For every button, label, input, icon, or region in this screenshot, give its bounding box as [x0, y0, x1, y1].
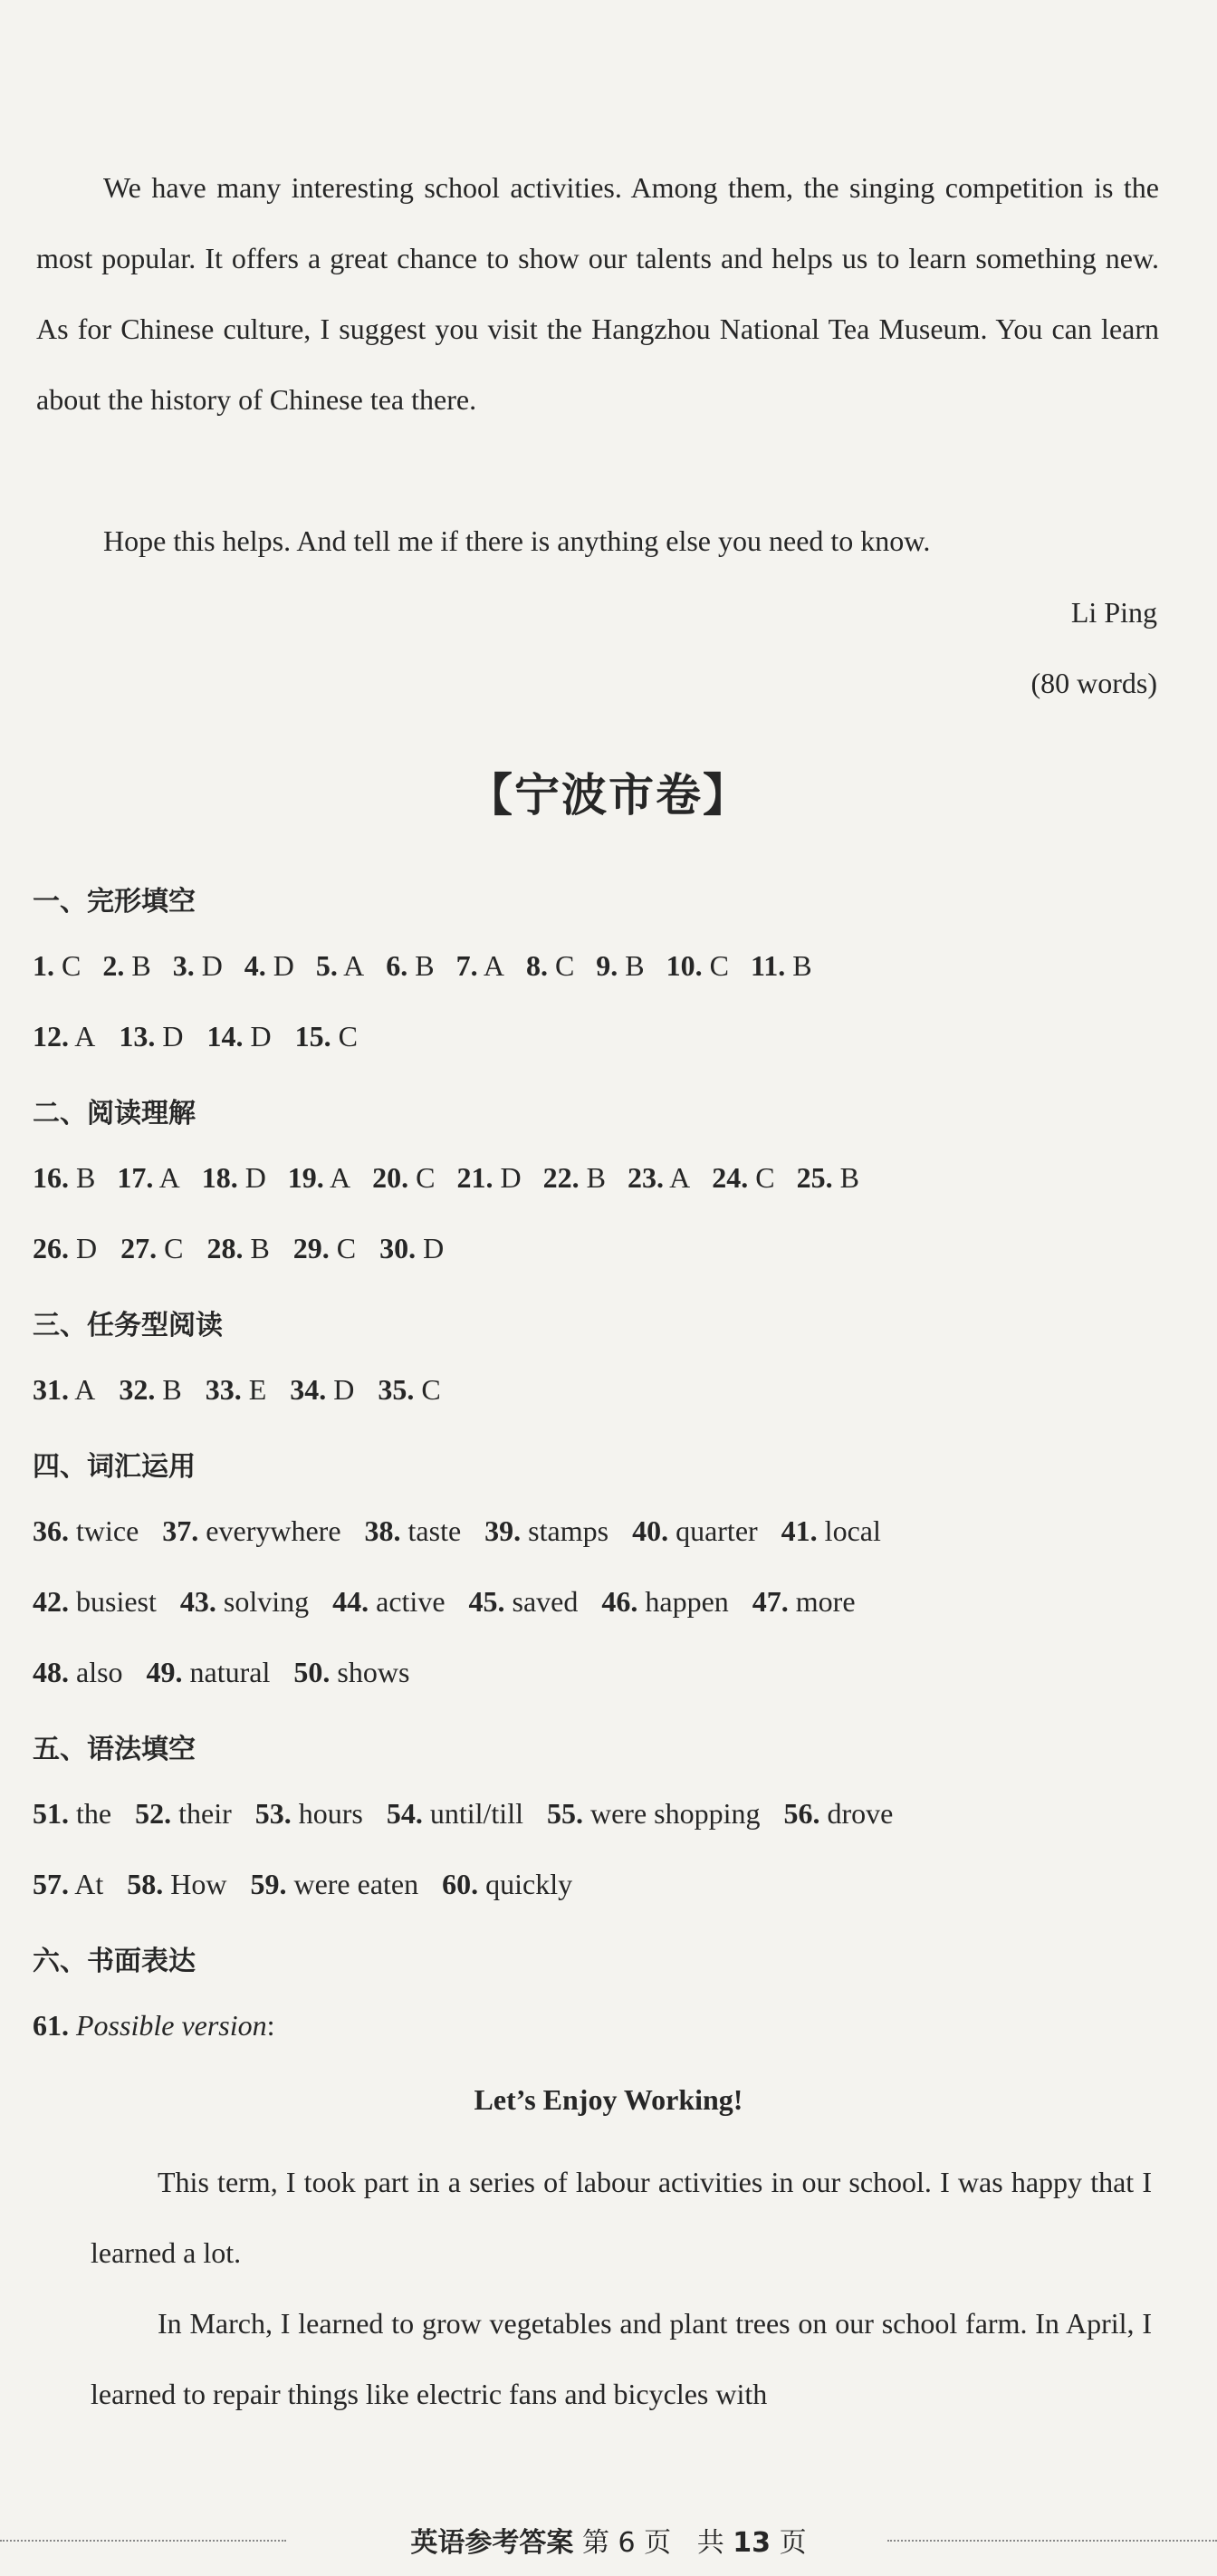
answer: B	[625, 949, 645, 982]
question-number: 53.	[254, 1797, 292, 1830]
answer: D	[201, 949, 223, 982]
section-heading-cloze: 一、完形填空	[33, 886, 196, 918]
question-number: 41.	[781, 1514, 818, 1547]
answer-row	[33, 1161, 881, 1195]
question-number: 42.	[33, 1585, 69, 1618]
answer: D	[250, 1020, 272, 1053]
answer-item	[33, 1797, 111, 1831]
answer-row	[33, 1514, 905, 1548]
answer: C	[62, 949, 81, 982]
answer-item	[372, 1161, 435, 1195]
answer-item	[255, 1797, 363, 1831]
answer-item	[469, 1585, 579, 1619]
question-number: 29.	[292, 1232, 330, 1264]
question-number: 52.	[135, 1797, 172, 1830]
answer: E	[248, 1373, 267, 1406]
question-number: 34.	[290, 1373, 327, 1406]
answer: also	[76, 1656, 123, 1688]
answer-row	[33, 1020, 381, 1053]
question-number: 32.	[119, 1373, 156, 1406]
essay-title: Let’s Enjoy Working!	[474, 2083, 743, 2116]
question-number: 28.	[206, 1232, 244, 1264]
letter-paragraph-2: Hope this helps. And tell me if there is anything else you need to know.	[103, 524, 931, 557]
question-number: 11.	[750, 949, 786, 982]
answer-item	[33, 1161, 95, 1195]
question-number: 30.	[379, 1232, 417, 1264]
colon: :	[266, 2009, 275, 2042]
answer-item	[33, 1585, 157, 1619]
question-number: 51.	[33, 1797, 69, 1830]
answer-item	[33, 1868, 103, 1901]
signature: Li Ping	[1070, 596, 1157, 629]
answer-item	[147, 1656, 271, 1689]
question-number: 54.	[386, 1797, 423, 1830]
page-footer	[0, 2520, 1217, 2559]
answer-row	[33, 1373, 465, 1407]
answer: D	[76, 1232, 98, 1264]
answer: taste	[407, 1514, 462, 1547]
question-number: 18.	[201, 1161, 238, 1194]
answer-item	[206, 1020, 271, 1053]
question-number: 56.	[783, 1797, 820, 1830]
question-number: 37.	[162, 1514, 199, 1547]
answer: C	[336, 1232, 357, 1264]
answer-item	[456, 949, 504, 983]
section-heading-grammar: 五、语法填空	[33, 1734, 196, 1765]
answer-row	[33, 1585, 879, 1619]
answer-item	[332, 1585, 445, 1619]
question-number: 1.	[33, 949, 54, 982]
answer: more	[795, 1585, 856, 1618]
answer: natural	[189, 1656, 271, 1688]
question-number: 58.	[127, 1868, 164, 1900]
answer-item	[378, 1373, 440, 1407]
question-number: 24.	[712, 1161, 749, 1194]
answer: C	[338, 1020, 358, 1053]
answer-row	[33, 1656, 433, 1689]
answer: local	[824, 1514, 881, 1547]
answer-item	[666, 949, 729, 983]
question-number: 10.	[666, 949, 703, 982]
answer-item	[386, 949, 434, 983]
essay-paragraph-2: In March, I learned to grow vegetables and plant trees on our school farm. In April, I learned to repair things like electric fans and bicycles with	[91, 2307, 1152, 2410]
question-number: 25.	[796, 1161, 833, 1194]
answer: quickly	[485, 1868, 573, 1900]
question-number: 31.	[33, 1373, 69, 1406]
answer: D	[333, 1373, 355, 1406]
answer-item	[387, 1797, 523, 1831]
answer-item	[127, 1868, 226, 1901]
answer: were eaten	[293, 1868, 419, 1900]
answer-row	[33, 1868, 596, 1901]
question-number: 47.	[752, 1585, 789, 1618]
question-number: 55.	[546, 1797, 583, 1830]
answer-item	[596, 949, 644, 983]
question-number: 57.	[33, 1868, 69, 1900]
letter-paragraph-1: We have many interesting school activities. Among them, the singing competition is the most popular. It offers a great chance to show our talents and helps us to learn something new. As for Chinese culture, I suggest you visit the Hangzhou National Tea Museum. You can learn about the history of Chinese tea there.	[36, 171, 1159, 416]
answer-item	[293, 1232, 356, 1265]
question-number: 44.	[332, 1585, 369, 1618]
answer: B	[792, 949, 812, 982]
answer: B	[839, 1161, 859, 1194]
answer-item	[135, 1797, 232, 1831]
question-number: 2.	[102, 949, 125, 982]
answer-item	[543, 1161, 606, 1195]
answer-row	[33, 949, 834, 983]
question-number: 16.	[33, 1161, 69, 1194]
answer: C	[554, 949, 575, 982]
answer: B	[131, 949, 151, 982]
answer: B	[415, 949, 435, 982]
question-number: 4.	[244, 949, 266, 982]
answer: active	[376, 1585, 446, 1618]
answer-item	[526, 949, 574, 983]
answer-item	[752, 1585, 856, 1619]
footer-book-title: 英语参考答案	[410, 2527, 574, 2559]
answer: shows	[337, 1656, 410, 1688]
question-number: 46.	[601, 1585, 638, 1618]
question-number: 5.	[315, 949, 338, 982]
question-number: 14.	[206, 1020, 244, 1053]
answer: A	[483, 949, 504, 982]
possible-version-label: Possible version	[76, 2009, 267, 2042]
answer-item	[33, 1656, 123, 1689]
question-number: 60.	[442, 1868, 479, 1900]
question-number: 15.	[294, 1020, 331, 1053]
answer: everywhere	[206, 1514, 341, 1547]
answer: busiest	[76, 1585, 157, 1618]
answer: C	[164, 1232, 184, 1264]
answer: A	[343, 949, 365, 982]
section-heading-writing: 六、书面表达	[33, 1946, 196, 1977]
answer-item	[442, 1868, 572, 1901]
footer-gong: 共	[696, 2527, 724, 2559]
answer-item	[33, 1373, 95, 1407]
answer-item	[456, 1161, 521, 1195]
question-number: 61.	[33, 2009, 69, 2042]
answer: the	[76, 1797, 112, 1830]
question-number: 12.	[33, 1020, 69, 1053]
answer: B	[586, 1161, 606, 1194]
answer: D	[273, 949, 294, 982]
answer: were shopping	[589, 1797, 761, 1830]
answer: their	[178, 1797, 232, 1830]
question-number: 26.	[33, 1232, 69, 1264]
footer-total-pages: 13	[733, 2527, 771, 2559]
answer-item	[484, 1514, 608, 1548]
answer-item	[33, 1232, 97, 1265]
answer-item	[119, 1020, 183, 1053]
question-number: 21.	[456, 1161, 494, 1194]
answer: hours	[298, 1797, 363, 1830]
answer: D	[162, 1020, 184, 1053]
answer-item	[781, 1514, 881, 1548]
answer-item	[712, 1161, 774, 1195]
question-number: 6.	[386, 949, 408, 982]
writing-item	[33, 2009, 275, 2043]
answer: C	[416, 1161, 436, 1194]
question-number: 36.	[33, 1514, 69, 1547]
answer: A	[158, 1161, 180, 1194]
answer: A	[669, 1161, 691, 1194]
question-number: 33.	[205, 1373, 242, 1406]
question-number: 3.	[172, 949, 195, 982]
answer-item	[173, 949, 223, 983]
question-number: 39.	[484, 1514, 522, 1547]
word-count: (80 words)	[1030, 667, 1157, 699]
answer: C	[709, 949, 729, 982]
footer-di: 第	[581, 2527, 609, 2559]
answer-item	[288, 1161, 350, 1195]
answer: until/till	[429, 1797, 523, 1830]
answer: drove	[827, 1797, 894, 1830]
footer-ye-2: 页	[779, 2527, 807, 2559]
question-number: 17.	[117, 1161, 154, 1194]
answer-item	[293, 1656, 409, 1689]
answer: stamps	[528, 1514, 609, 1547]
question-number: 9.	[596, 949, 618, 982]
answer: B	[76, 1161, 96, 1194]
answer: D	[500, 1161, 522, 1194]
question-number: 22.	[542, 1161, 580, 1194]
answer: A	[74, 1020, 96, 1053]
question-number: 49.	[146, 1656, 183, 1688]
answer: D	[423, 1232, 445, 1264]
answer-item	[33, 949, 81, 983]
answer-item	[250, 1868, 418, 1901]
answer-item	[202, 1161, 266, 1195]
answer-item	[119, 1373, 181, 1407]
answer-item	[33, 1020, 95, 1053]
footer-page-number: 6	[618, 2527, 636, 2559]
answer-item	[244, 949, 294, 983]
answer-item	[295, 1020, 358, 1053]
answer-item	[379, 1232, 444, 1265]
section-heading-reading: 二、阅读理解	[33, 1098, 196, 1129]
question-number: 50.	[293, 1656, 331, 1688]
answer: saved	[512, 1585, 579, 1618]
answer-item	[206, 1373, 267, 1407]
question-number: 38.	[364, 1514, 401, 1547]
question-number: 40.	[632, 1514, 669, 1547]
answer-item	[601, 1585, 728, 1619]
answer: quarter	[676, 1514, 758, 1547]
footer-ye: 页	[644, 2527, 672, 2559]
question-number: 23.	[627, 1161, 664, 1194]
question-number: 59.	[250, 1868, 287, 1900]
question-number: 35.	[378, 1373, 415, 1406]
answer: B	[250, 1232, 270, 1264]
answer-row	[33, 1797, 916, 1831]
answer-item	[751, 949, 812, 983]
answer-row	[33, 1232, 467, 1265]
question-number: 43.	[179, 1585, 216, 1618]
answer: C	[421, 1373, 441, 1406]
answer-item	[206, 1232, 269, 1265]
answer-item	[180, 1585, 309, 1619]
answer-item	[783, 1797, 893, 1831]
question-number: 27.	[120, 1232, 158, 1264]
answer-item	[162, 1514, 340, 1548]
section-heading-vocabulary: 四、词汇运用	[33, 1451, 196, 1483]
answer: A	[330, 1161, 351, 1194]
answer: A	[74, 1373, 96, 1406]
question-number: 7.	[455, 949, 478, 982]
answer-item	[547, 1797, 761, 1831]
answer: C	[755, 1161, 775, 1194]
question-number: 48.	[33, 1656, 69, 1688]
answer-item	[316, 949, 364, 983]
answer: twice	[76, 1514, 139, 1547]
answer-item	[797, 1161, 859, 1195]
answer: At	[74, 1868, 104, 1900]
paper-title: 【宁波市卷】	[467, 769, 750, 822]
answer-item	[120, 1232, 183, 1265]
answer-item	[632, 1514, 758, 1548]
answer-item	[117, 1161, 179, 1195]
question-number: 8.	[525, 949, 548, 982]
section-heading-task-reading: 三、任务型阅读	[33, 1310, 223, 1341]
answer-item	[290, 1373, 354, 1407]
question-number: 13.	[119, 1020, 156, 1053]
answer: How	[170, 1868, 227, 1900]
answer-item	[628, 1161, 690, 1195]
answer: D	[244, 1161, 266, 1194]
answer-item	[365, 1514, 462, 1548]
answer-item	[33, 1514, 139, 1548]
question-number: 20.	[372, 1161, 409, 1194]
answer: B	[162, 1373, 182, 1406]
question-number: 45.	[468, 1585, 505, 1618]
footer-text	[0, 2520, 1217, 2560]
answer: solving	[223, 1585, 310, 1618]
essay-paragraph-1: This term, I took part in a series of labour activities in our school. I was happy that I learned a lot.	[91, 2166, 1152, 2269]
answer: happen	[645, 1585, 729, 1618]
answer-item	[102, 949, 150, 983]
question-number: 19.	[287, 1161, 324, 1194]
